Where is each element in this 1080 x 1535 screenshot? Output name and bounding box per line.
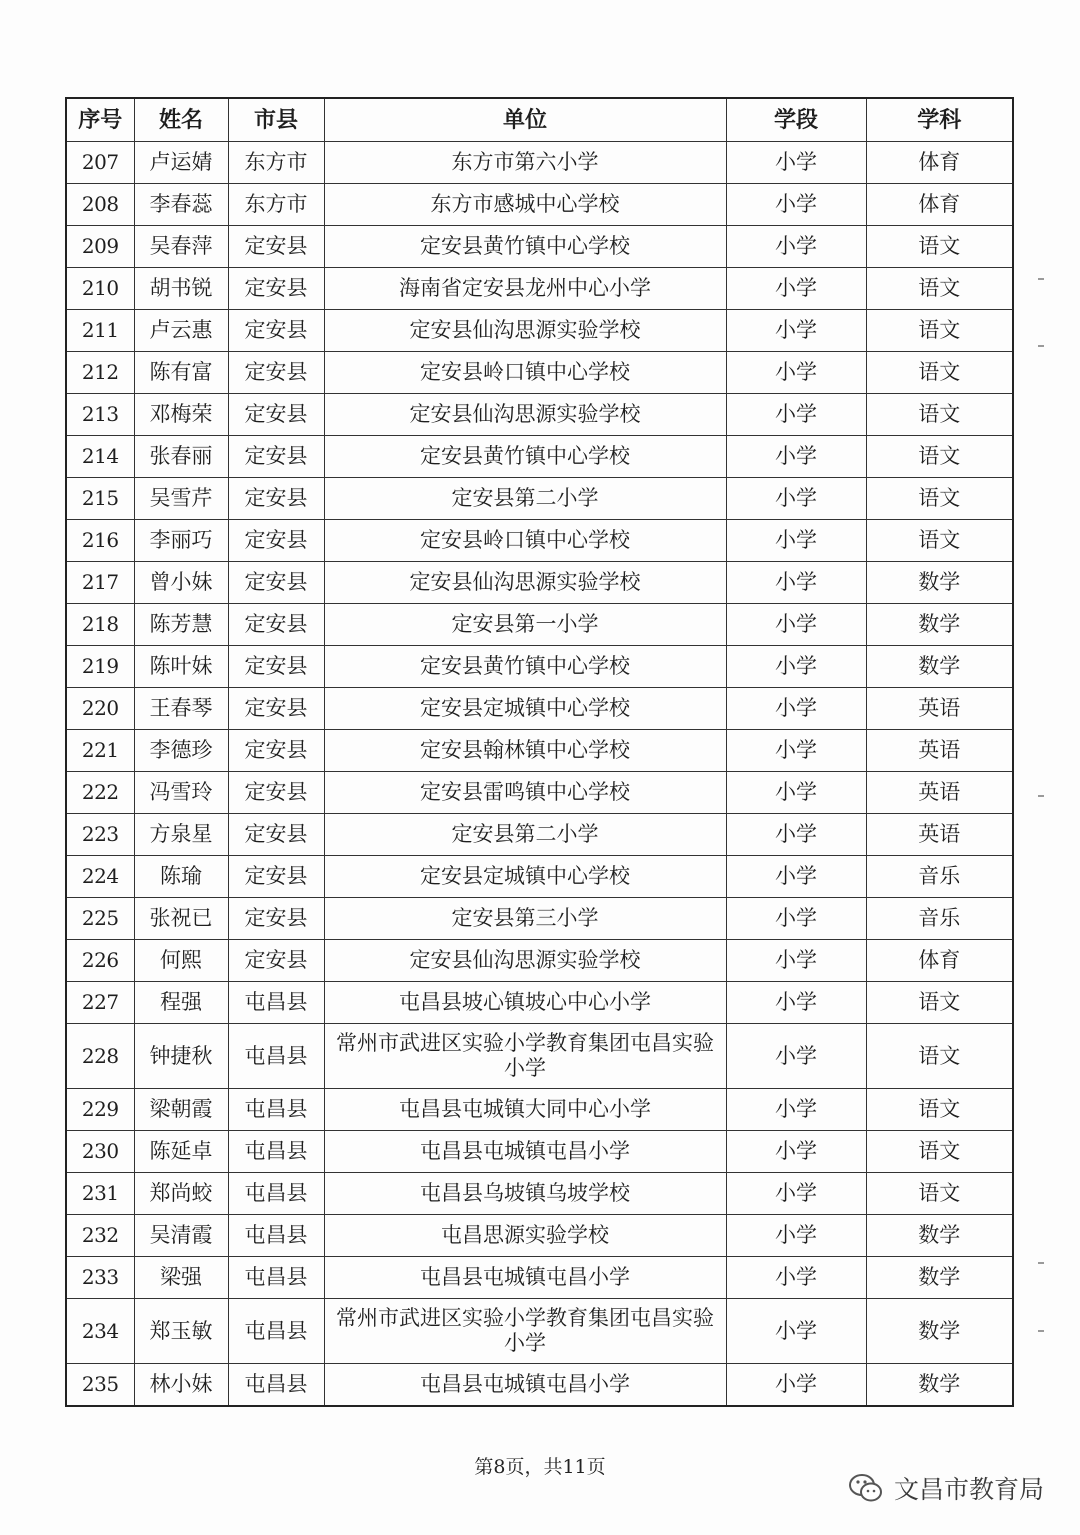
- cell-name: 陈有富: [134, 352, 228, 394]
- cell-name: 梁强: [134, 1257, 228, 1299]
- cell-name: 胡书锐: [134, 268, 228, 310]
- cell-subject: 数学: [866, 1299, 1013, 1364]
- table-row: [66, 1089, 1013, 1131]
- cell-stage: 小学: [726, 478, 866, 520]
- table-row: [66, 898, 1013, 940]
- cell-seq: 211: [66, 310, 134, 352]
- cell-unit: 定安县黄竹镇中心学校: [324, 646, 726, 688]
- cell-subject: 语文: [866, 1024, 1013, 1089]
- cell-unit: 定安县仙沟思源实验学校: [324, 310, 726, 352]
- cell-seq: 218: [66, 604, 134, 646]
- cell-name: 郑尚蛟: [134, 1173, 228, 1215]
- table-row: [66, 1364, 1013, 1407]
- cell-unit: 屯昌县坡心镇坡心中心小学: [324, 982, 726, 1024]
- teacher-list-table: [65, 97, 1014, 1407]
- cell-stage: 小学: [726, 1024, 866, 1089]
- cell-county: 东方市: [228, 142, 324, 184]
- cell-subject: 数学: [866, 646, 1013, 688]
- page-number: 第8页，共11页: [474, 1456, 606, 1478]
- cell-seq: 233: [66, 1257, 134, 1299]
- scan-edge-mark: [1038, 345, 1044, 347]
- cell-name: 李春蕊: [134, 184, 228, 226]
- cell-stage: 小学: [726, 814, 866, 856]
- cell-subject: 数学: [866, 1364, 1013, 1407]
- cell-unit: 定安县雷鸣镇中心学校: [324, 772, 726, 814]
- cell-seq: 210: [66, 268, 134, 310]
- cell-unit: 定安县仙沟思源实验学校: [324, 940, 726, 982]
- cell-name: 程强: [134, 982, 228, 1024]
- cell-subject: 音乐: [866, 856, 1013, 898]
- cell-seq: 220: [66, 688, 134, 730]
- cell-name: 林小妹: [134, 1364, 228, 1407]
- cell-county: 屯昌县: [228, 1364, 324, 1407]
- cell-stage: 小学: [726, 772, 866, 814]
- cell-seq: 230: [66, 1131, 134, 1173]
- cell-county: 屯昌县: [228, 982, 324, 1024]
- cell-stage: 小学: [726, 520, 866, 562]
- cell-unit: 定安县黄竹镇中心学校: [324, 436, 726, 478]
- cell-unit: 东方市第六小学: [324, 142, 726, 184]
- column-header: 姓名: [134, 98, 228, 142]
- cell-unit: 海南省定安县龙州中心小学: [324, 268, 726, 310]
- cell-name: 钟捷秋: [134, 1024, 228, 1089]
- cell-name: 曾小妹: [134, 562, 228, 604]
- cell-stage: 小学: [726, 310, 866, 352]
- cell-unit: 常州市武进区实验小学教育集团屯昌实验小学: [324, 1024, 726, 1089]
- scan-edge-mark: [1038, 795, 1044, 797]
- cell-subject: 英语: [866, 688, 1013, 730]
- cell-unit: 屯昌县屯城镇屯昌小学: [324, 1257, 726, 1299]
- cell-subject: 体育: [866, 184, 1013, 226]
- cell-stage: 小学: [726, 1364, 866, 1407]
- table-row: [66, 982, 1013, 1024]
- cell-county: 定安县: [228, 940, 324, 982]
- table-row: [66, 226, 1013, 268]
- column-header: 学科: [866, 98, 1013, 142]
- cell-name: 卢运婧: [134, 142, 228, 184]
- column-header: 单位: [324, 98, 726, 142]
- cell-seq: 229: [66, 1089, 134, 1131]
- cell-stage: 小学: [726, 1131, 866, 1173]
- cell-county: 定安县: [228, 394, 324, 436]
- table-row: [66, 184, 1013, 226]
- cell-name: 吴春萍: [134, 226, 228, 268]
- cell-subject: 数学: [866, 562, 1013, 604]
- cell-stage: 小学: [726, 940, 866, 982]
- cell-subject: 语文: [866, 1131, 1013, 1173]
- cell-county: 定安县: [228, 352, 324, 394]
- table-row: [66, 310, 1013, 352]
- cell-unit: 定安县定城镇中心学校: [324, 856, 726, 898]
- cell-unit: 屯昌县乌坡镇乌坡学校: [324, 1173, 726, 1215]
- cell-stage: 小学: [726, 562, 866, 604]
- cell-unit: 定安县第一小学: [324, 604, 726, 646]
- cell-name: 吴雪芹: [134, 478, 228, 520]
- cell-unit: 定安县仙沟思源实验学校: [324, 562, 726, 604]
- cell-subject: 语文: [866, 436, 1013, 478]
- cell-subject: 数学: [866, 604, 1013, 646]
- cell-name: 郑玉敏: [134, 1299, 228, 1364]
- cell-county: 定安县: [228, 226, 324, 268]
- cell-county: 定安县: [228, 310, 324, 352]
- cell-name: 邓梅荣: [134, 394, 228, 436]
- cell-seq: 223: [66, 814, 134, 856]
- cell-stage: 小学: [726, 1215, 866, 1257]
- cell-seq: 228: [66, 1024, 134, 1089]
- cell-county: 定安县: [228, 268, 324, 310]
- cell-name: 吴清霞: [134, 1215, 228, 1257]
- cell-seq: 209: [66, 226, 134, 268]
- cell-name: 李德珍: [134, 730, 228, 772]
- cell-seq: 216: [66, 520, 134, 562]
- cell-subject: 语文: [866, 268, 1013, 310]
- cell-county: 东方市: [228, 184, 324, 226]
- cell-seq: 231: [66, 1173, 134, 1215]
- cell-seq: 207: [66, 142, 134, 184]
- cell-stage: 小学: [726, 1089, 866, 1131]
- cell-seq: 214: [66, 436, 134, 478]
- table-row: [66, 1257, 1013, 1299]
- cell-stage: 小学: [726, 226, 866, 268]
- table-row: [66, 604, 1013, 646]
- cell-unit: 定安县岭口镇中心学校: [324, 352, 726, 394]
- cell-county: 定安县: [228, 898, 324, 940]
- cell-unit: 屯昌县屯城镇大同中心小学: [324, 1089, 726, 1131]
- cell-stage: 小学: [726, 688, 866, 730]
- cell-stage: 小学: [726, 898, 866, 940]
- wechat-icon: [848, 1472, 884, 1504]
- table-row: [66, 646, 1013, 688]
- cell-seq: 222: [66, 772, 134, 814]
- column-header: 序号: [66, 98, 134, 142]
- cell-subject: 英语: [866, 772, 1013, 814]
- cell-subject: 语文: [866, 310, 1013, 352]
- cell-seq: 234: [66, 1299, 134, 1364]
- cell-stage: 小学: [726, 1173, 866, 1215]
- cell-name: 李丽巧: [134, 520, 228, 562]
- cell-seq: 217: [66, 562, 134, 604]
- cell-unit: 定安县黄竹镇中心学校: [324, 226, 726, 268]
- cell-subject: 体育: [866, 142, 1013, 184]
- cell-unit: 常州市武进区实验小学教育集团屯昌实验小学: [324, 1299, 726, 1364]
- table-row: [66, 1024, 1013, 1089]
- cell-seq: 213: [66, 394, 134, 436]
- cell-stage: 小学: [726, 646, 866, 688]
- cell-stage: 小学: [726, 856, 866, 898]
- cell-name: 梁朝霞: [134, 1089, 228, 1131]
- cell-name: 王春琴: [134, 688, 228, 730]
- cell-seq: 232: [66, 1215, 134, 1257]
- cell-stage: 小学: [726, 1299, 866, 1364]
- cell-stage: 小学: [726, 436, 866, 478]
- cell-stage: 小学: [726, 184, 866, 226]
- cell-county: 屯昌县: [228, 1024, 324, 1089]
- cell-county: 定安县: [228, 478, 324, 520]
- table-row: [66, 814, 1013, 856]
- cell-seq: 221: [66, 730, 134, 772]
- watermark-text: 文昌市教育局: [893, 1475, 1044, 1504]
- column-header: 学段: [726, 98, 866, 142]
- table-row: [66, 688, 1013, 730]
- cell-seq: 219: [66, 646, 134, 688]
- table-row: [66, 856, 1013, 898]
- cell-subject: 数学: [866, 1257, 1013, 1299]
- cell-seq: 215: [66, 478, 134, 520]
- cell-county: 定安县: [228, 436, 324, 478]
- cell-name: 陈瑜: [134, 856, 228, 898]
- table-header-row: [66, 98, 1013, 142]
- table-row: [66, 730, 1013, 772]
- cell-name: 陈延卓: [134, 1131, 228, 1173]
- cell-stage: 小学: [726, 142, 866, 184]
- cell-county: 定安县: [228, 562, 324, 604]
- table-row: [66, 562, 1013, 604]
- cell-name: 何熙: [134, 940, 228, 982]
- table-row: [66, 772, 1013, 814]
- cell-stage: 小学: [726, 604, 866, 646]
- cell-county: 屯昌县: [228, 1173, 324, 1215]
- cell-seq: 226: [66, 940, 134, 982]
- table-row: [66, 478, 1013, 520]
- cell-unit: 定安县第二小学: [324, 478, 726, 520]
- cell-name: 张祝已: [134, 898, 228, 940]
- cell-stage: 小学: [726, 730, 866, 772]
- cell-county: 定安县: [228, 604, 324, 646]
- cell-stage: 小学: [726, 268, 866, 310]
- cell-unit: 定安县翰林镇中心学校: [324, 730, 726, 772]
- cell-name: 冯雪玲: [134, 772, 228, 814]
- cell-seq: 208: [66, 184, 134, 226]
- cell-subject: 语文: [866, 478, 1013, 520]
- cell-county: 定安县: [228, 520, 324, 562]
- cell-subject: 英语: [866, 730, 1013, 772]
- cell-county: 定安县: [228, 772, 324, 814]
- cell-name: 卢云惠: [134, 310, 228, 352]
- cell-county: 屯昌县: [228, 1257, 324, 1299]
- cell-unit: 定安县第二小学: [324, 814, 726, 856]
- cell-subject: 英语: [866, 814, 1013, 856]
- cell-stage: 小学: [726, 352, 866, 394]
- scan-edge-mark: [1038, 1262, 1044, 1264]
- cell-subject: 语文: [866, 1089, 1013, 1131]
- cell-unit: 东方市感城中心学校: [324, 184, 726, 226]
- cell-county: 屯昌县: [228, 1299, 324, 1364]
- table-row: [66, 940, 1013, 982]
- cell-county: 屯昌县: [228, 1131, 324, 1173]
- scan-edge-mark: [1038, 1330, 1044, 1332]
- table-row: [66, 1131, 1013, 1173]
- table-row: [66, 1173, 1013, 1215]
- scan-edge-mark: [1038, 278, 1044, 280]
- cell-subject: 体育: [866, 940, 1013, 982]
- cell-subject: 语文: [866, 394, 1013, 436]
- cell-county: 屯昌县: [228, 1215, 324, 1257]
- cell-county: 定安县: [228, 646, 324, 688]
- cell-name: 陈芳慧: [134, 604, 228, 646]
- cell-subject: 语文: [866, 520, 1013, 562]
- cell-name: 陈叶妹: [134, 646, 228, 688]
- cell-seq: 224: [66, 856, 134, 898]
- cell-subject: 语文: [866, 352, 1013, 394]
- cell-seq: 235: [66, 1364, 134, 1407]
- cell-unit: 定安县第三小学: [324, 898, 726, 940]
- cell-stage: 小学: [726, 394, 866, 436]
- cell-subject: 音乐: [866, 898, 1013, 940]
- cell-seq: 225: [66, 898, 134, 940]
- cell-unit: 屯昌县屯城镇屯昌小学: [324, 1364, 726, 1407]
- cell-seq: 227: [66, 982, 134, 1024]
- watermark: [848, 1466, 1044, 1510]
- cell-subject: 语文: [866, 226, 1013, 268]
- cell-unit: 屯昌县屯城镇屯昌小学: [324, 1131, 726, 1173]
- table-row: [66, 142, 1013, 184]
- column-header: 市县: [228, 98, 324, 142]
- cell-unit: 定安县岭口镇中心学校: [324, 520, 726, 562]
- cell-name: 方泉星: [134, 814, 228, 856]
- cell-county: 定安县: [228, 730, 324, 772]
- cell-county: 定安县: [228, 688, 324, 730]
- table-row: [66, 268, 1013, 310]
- cell-seq: 212: [66, 352, 134, 394]
- cell-subject: 语文: [866, 982, 1013, 1024]
- table-row: [66, 1215, 1013, 1257]
- cell-unit: 屯昌思源实验学校: [324, 1215, 726, 1257]
- table-row: [66, 436, 1013, 478]
- table-row: [66, 394, 1013, 436]
- cell-county: 定安县: [228, 814, 324, 856]
- cell-subject: 语文: [866, 1173, 1013, 1215]
- cell-subject: 数学: [866, 1215, 1013, 1257]
- table-body: [66, 142, 1013, 1407]
- cell-county: 定安县: [228, 856, 324, 898]
- cell-unit: 定安县定城镇中心学校: [324, 688, 726, 730]
- table-row: [66, 352, 1013, 394]
- cell-unit: 定安县仙沟思源实验学校: [324, 394, 726, 436]
- cell-name: 张春丽: [134, 436, 228, 478]
- cell-stage: 小学: [726, 1257, 866, 1299]
- table-row: [66, 520, 1013, 562]
- table-row: [66, 1299, 1013, 1364]
- cell-county: 屯昌县: [228, 1089, 324, 1131]
- cell-stage: 小学: [726, 982, 866, 1024]
